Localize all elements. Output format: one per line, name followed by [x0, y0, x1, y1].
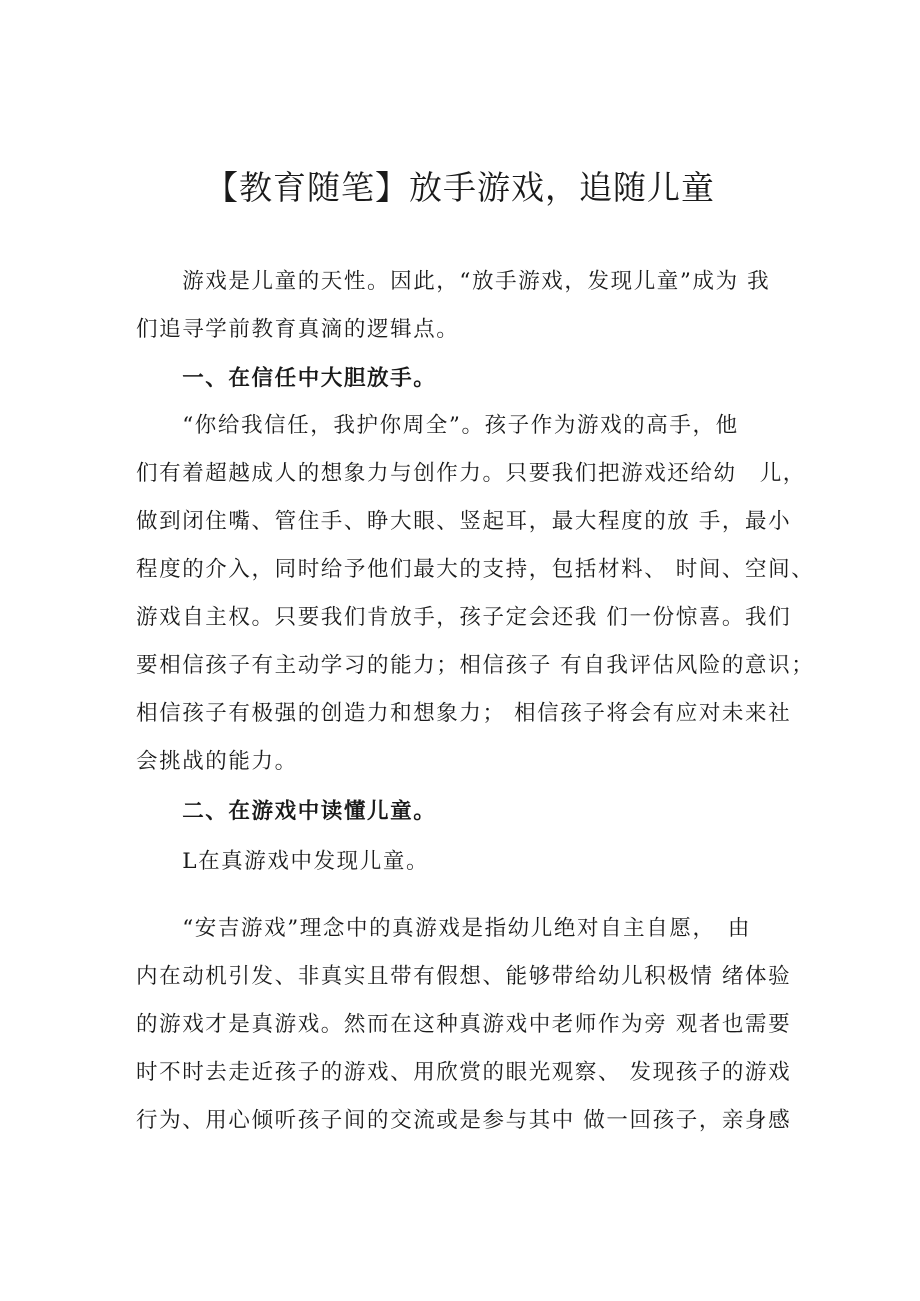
text-line: 要相信孩子有主动学习的能力；相信孩子 有自我评估风险的意识；	[136, 653, 815, 678]
heading-text: 一、在信任中大胆放手。	[136, 366, 437, 391]
text-line: 程度的介入，同时给予他们最大的支持，包括材料、 时间、空间、	[136, 557, 815, 582]
document-title: 【教育随笔】放手游戏，追随儿童	[205, 168, 715, 207]
text-line: 做到闭住嘴、管住手、睁大眼、竖起耳，最大程度的放 手，最小	[136, 509, 792, 534]
intro-paragraph	[136, 258, 796, 354]
text-line: 游戏是儿童的天性。因此，“放手游戏，发现儿童”成为 我	[136, 269, 771, 294]
text-line: 们追寻学前教育真滴的逻辑点。	[136, 317, 460, 342]
text-line: 会挑战的能力。	[136, 749, 298, 774]
text-line: “安吉游戏”理念中的真游戏是指幼儿绝对自主自愿， 由	[136, 916, 752, 941]
section-heading-2	[136, 788, 796, 836]
text-line: L在真游戏中发现儿童。	[136, 849, 430, 874]
section1-paragraph	[136, 402, 815, 786]
text-line: “你给我信任，我护你周全”。孩子作为游戏的高手，他	[136, 413, 739, 438]
text-line: 内在动机引发、非真实且带有假想、能够带给幼儿积极情 绪体验	[136, 964, 792, 989]
text-line: 相信孩子有极强的创造力和想象力； 相信孩子将会有应对未来社	[136, 701, 792, 726]
text-line: 行为、用心倾听孩子间的交流或是参与其中 做一回孩子，亲身感	[136, 1108, 792, 1133]
text-line: 游戏自主权。只要我们肯放手，孩子定会还我 们一份惊喜。我们	[136, 605, 792, 630]
text-line: 的游戏才是真游戏。然而在这种真游戏中老师作为旁 观者也需要	[136, 1012, 792, 1037]
heading-text: 二、在游戏中读懂儿童。	[136, 799, 437, 824]
section-heading-1	[136, 355, 796, 403]
text-line: 时不时去走近孩子的游戏、用欣赏的眼光观察、 发现孩子的游戏	[136, 1060, 792, 1085]
subsection-heading	[136, 838, 796, 886]
section2-paragraph	[136, 905, 796, 1145]
text-line: 们有着超越成人的想象力与创作力。只要我们把游戏还给幼 儿，	[136, 461, 806, 486]
